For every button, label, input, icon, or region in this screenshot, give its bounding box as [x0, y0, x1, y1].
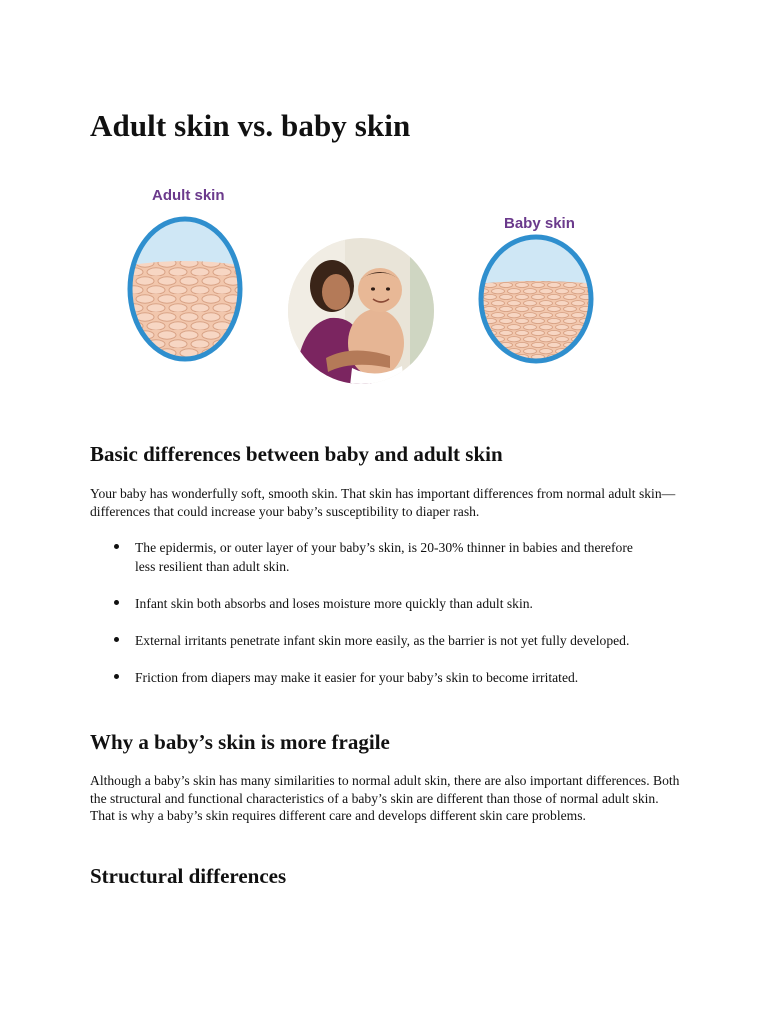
bullet-icon [114, 544, 119, 549]
list-item: External irritants penetrate infant skin more easily, as the barrier is not yet fully developed. [90, 631, 650, 650]
baby-skin-diagram [476, 215, 596, 368]
section-heading-structural: Structural differences [90, 864, 287, 888]
adult-skin-label: Adult skin [152, 187, 225, 204]
bullet-icon [114, 637, 119, 642]
skin-comparison-figure [90, 168, 635, 386]
mother-baby-photo [285, 236, 445, 386]
list-item: Infant skin both absorbs and loses moisture more quickly than adult skin. [90, 594, 650, 613]
section-heading-basic-differences: Basic differences between baby and adult skin [90, 442, 503, 466]
bullet-icon [114, 674, 119, 679]
page-title: Adult skin vs. baby skin [90, 108, 411, 143]
section-heading-fragile: Why a baby’s skin is more fragile [90, 730, 390, 754]
list-item: Friction from diapers may make it easier for your baby’s skin to become irritated. [90, 668, 650, 687]
adult-skin-diagram [125, 187, 245, 368]
bullet-icon [114, 600, 119, 605]
section-body-paragraph: Although a baby’s skin has many similarities to normal adult skin, there are also important differences. Both the structural and functional characteristics of a baby’s skin are different than those of normal adult skin. That is why a baby’s skin requires different care and develops different skin care problems. [90, 773, 680, 823]
differences-list [90, 538, 650, 705]
section-intro-paragraph: Your baby has wonderfully soft, smooth skin. That skin has important differences from normal adult skin—differences that could increase your baby’s susceptibility to diaper rash. [90, 486, 676, 519]
list-item: The epidermis, or outer layer of your baby’s skin, is 20-30% thinner in babies and therefore less resilient than adult skin. [90, 538, 650, 576]
baby-skin-label: Baby skin [504, 215, 575, 232]
